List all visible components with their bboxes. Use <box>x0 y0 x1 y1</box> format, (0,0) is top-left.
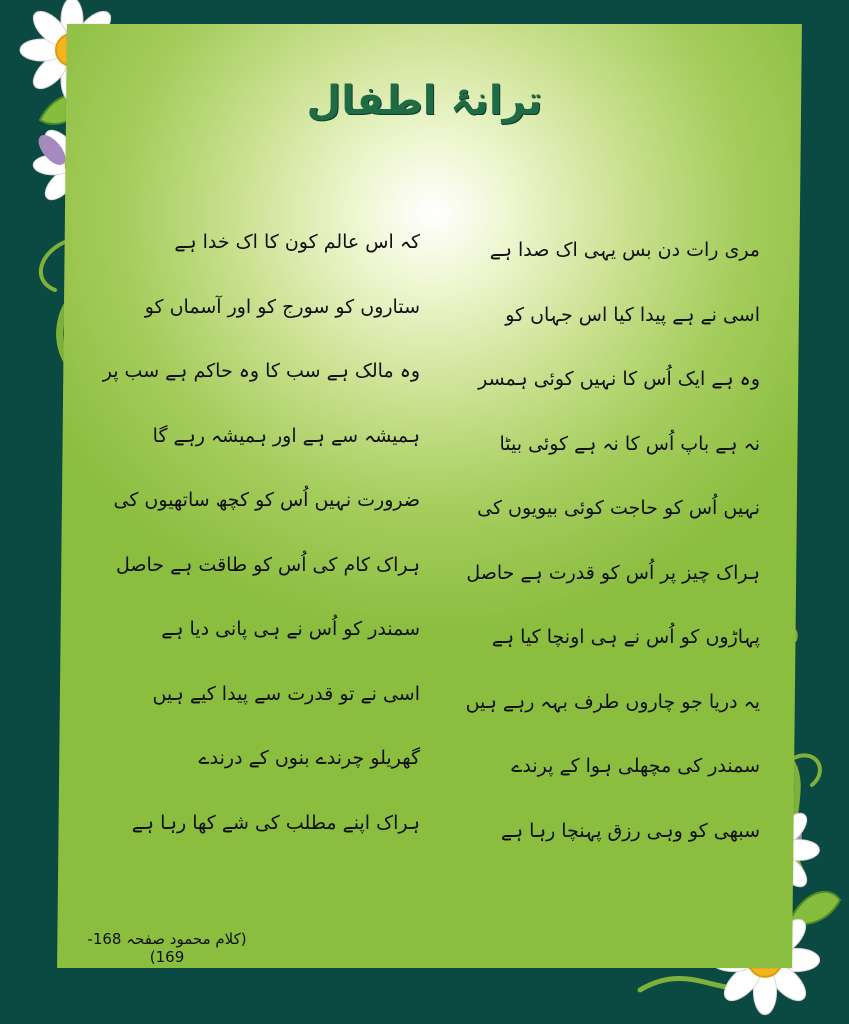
poem-left-column <box>102 220 420 865</box>
poem-line: ستاروں کو سورج کو اور آسماں کو <box>144 295 420 318</box>
page-title: ترانۂ اطفال <box>306 78 543 124</box>
poem-line: پہاڑوں کو اُس نے ہی اونچا کیا ہے <box>491 626 760 648</box>
poem-line: اسی نے تو قدرت سے پیدا کیے ہیں <box>152 682 420 705</box>
poem-line: کہ اس عالم کون کا اک خدا ہے <box>174 231 420 253</box>
poem-right-column <box>440 228 760 873</box>
poem-line: نہیں اُس کو حاجت کوئی بیویوں کی <box>477 497 760 519</box>
source-reference: (کلام محمود صفحہ 168-169) <box>87 930 247 966</box>
poem-line: گھریلو چرندے بنوں کے درندے <box>198 747 420 769</box>
poem-line: ضرورت نہیں اُس کو کچھ ساتھیوں کی <box>113 489 420 511</box>
poem-line: ہراک چیز پر اُس کو قدرت ہے حاصل <box>466 561 760 584</box>
poem-line: نہ ہے باپ اُس کا نہ ہے کوئی بیٹا <box>499 432 760 455</box>
poem-line: وہ ہے ایک اُس کا نہیں کوئی ہمسر <box>478 368 760 390</box>
poem-line: سبھی کو وہی رزق پہنچا رہا ہے <box>500 819 760 842</box>
poem-line: ہراک اپنے مطلب کی شے کھا رہا ہے <box>131 811 420 834</box>
poem-line: اسی نے ہے پیدا کیا اس جہاں کو <box>505 303 760 326</box>
poem-line: ہراک کام کی اُس کو طاقت ہے حاصل <box>116 553 420 576</box>
poem-line: وہ مالک ہے سب کا وہ حاکم ہے سب پر <box>102 360 420 382</box>
poem-line: مری رات دن بس یہی اک صدا ہے <box>489 239 760 261</box>
poem-line: سمندر کی مچھلی ہوا کے پرندے <box>511 755 760 777</box>
poem-line: یہ دریا جو چاروں طرف بہہ رہے ہیں <box>465 690 760 713</box>
poem-line: سمندر کو اُس نے ہی پانی دیا ہے <box>161 618 420 640</box>
poem-line: ہمیشہ سے ہے اور ہمیشہ رہے گا <box>152 424 420 447</box>
